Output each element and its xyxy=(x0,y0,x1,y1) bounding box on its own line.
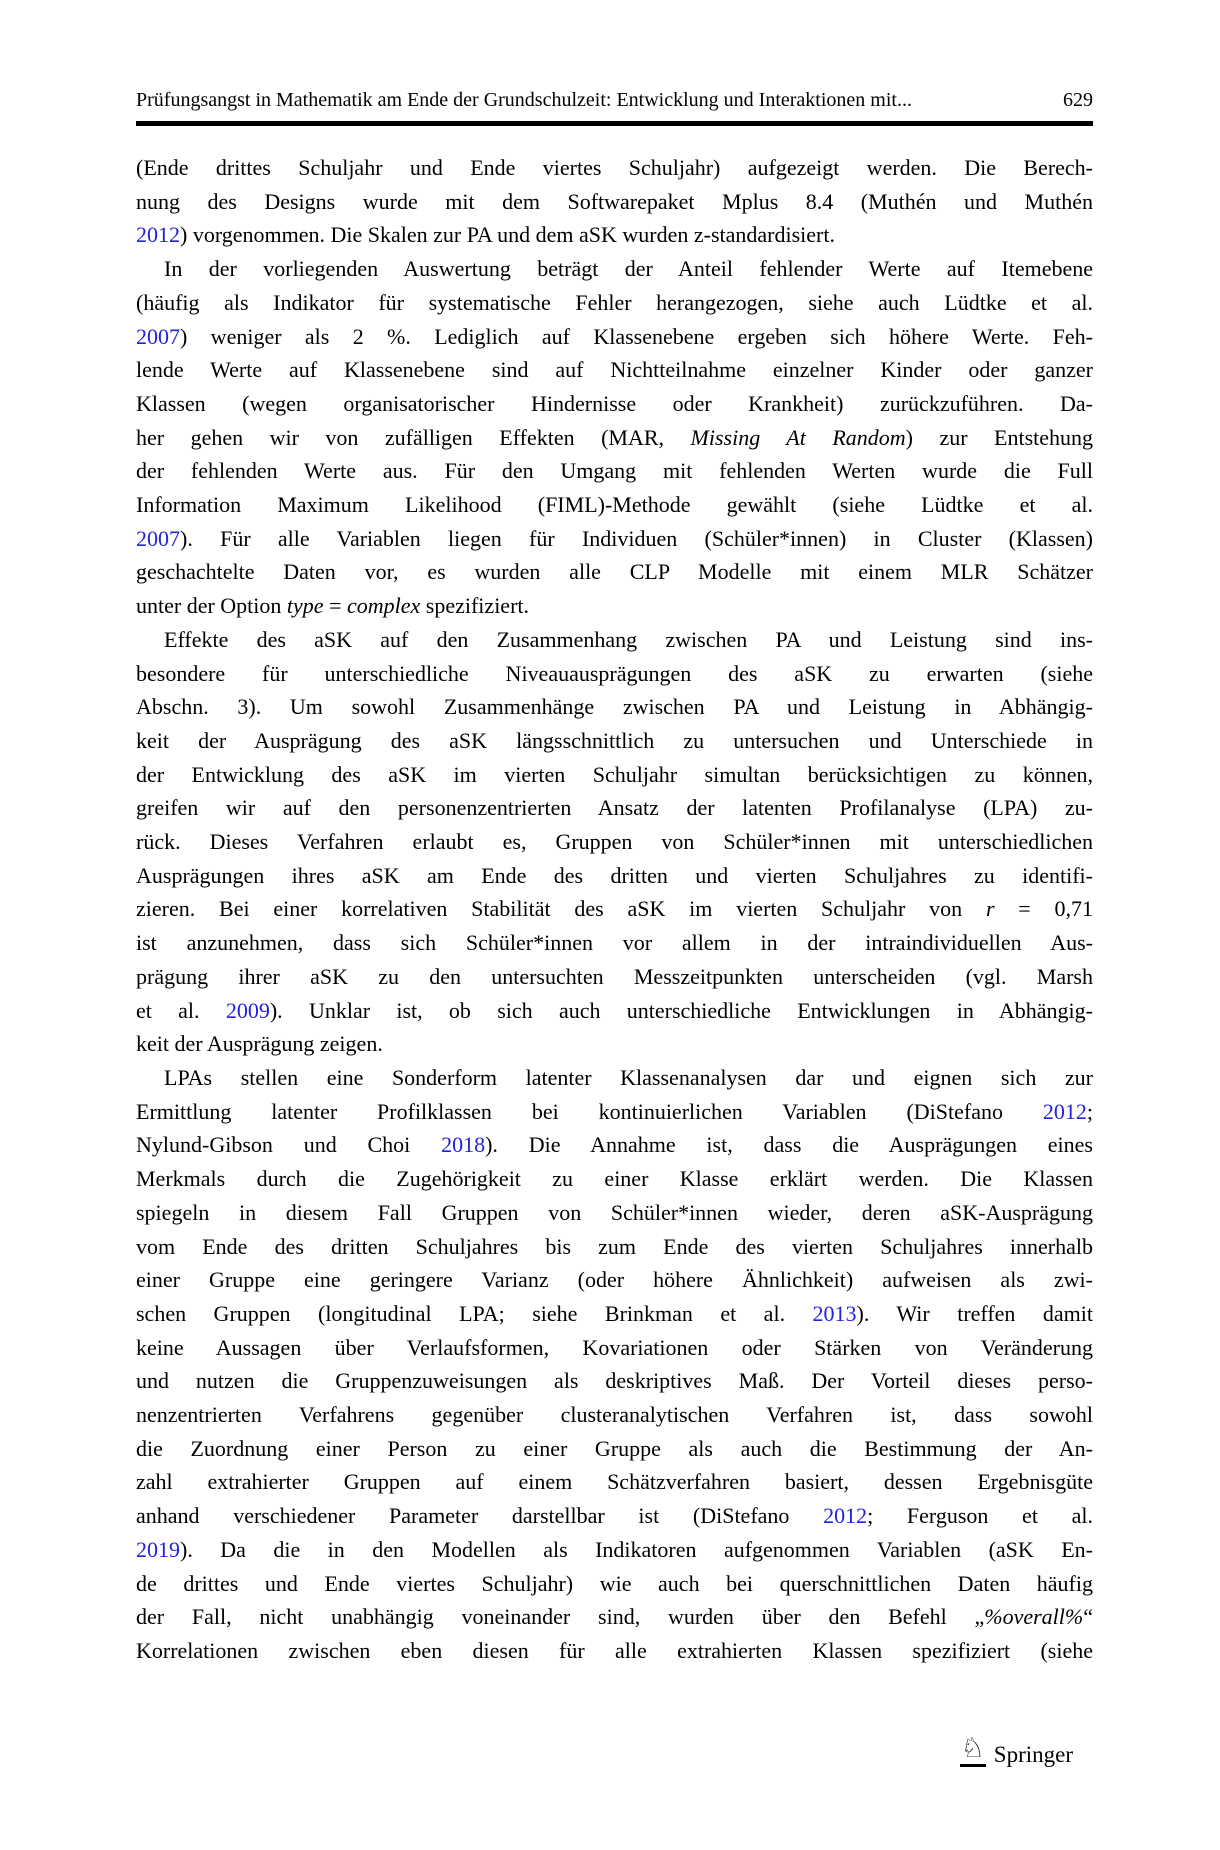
text-segment: keit der Ausprägung zeigen. xyxy=(136,1031,383,1057)
text-segment: ) zur Entstehung xyxy=(905,424,1094,450)
text-segment: prägung ihrer aSK zu den untersuchten Messzeitpunkten unterscheiden (vgl. Marsh xyxy=(136,963,1093,989)
text-segment: zieren. Bei einer korrelativen Stabilität des aSK im vierten Schuljahr von xyxy=(136,896,986,922)
text-segment: spiegeln in diesem Fall Gruppen von Schüler*innen wieder, deren aSK-Ausprägung xyxy=(136,1199,1093,1225)
text-line xyxy=(136,1061,1093,1095)
text-line xyxy=(136,320,1093,354)
text-line xyxy=(136,1600,1093,1634)
text-segment: ). Unklar ist, ob sich auch unterschiedliche Entwicklungen in Abhängig- xyxy=(269,997,1093,1023)
running-title: Prüfungsangst in Mathematik am Ende der Grundschulzeit: Entwicklung und Interaktionen mit... xyxy=(136,89,912,111)
text-segment: ) weniger als 2 %. Lediglich auf Klassenebene ergeben sich höhere Werte. Feh- xyxy=(180,323,1093,349)
citation-link[interactable]: 2012 xyxy=(1042,1098,1087,1124)
text-line xyxy=(136,1499,1093,1533)
text-segment: ). Da die in den Modellen als Indikatoren aufgenommen Variablen (aSK En- xyxy=(180,1536,1093,1562)
text-segment: LPAs stellen eine Sonderform latenter Klassenanalysen dar und eignen sich zur xyxy=(164,1064,1093,1090)
text-line xyxy=(136,1331,1093,1365)
text-segment: keit der Ausprägung des aSK längsschnittlich zu untersuchen und Unterschiede in xyxy=(136,727,1093,753)
text-segment: Ermittlung latenter Profilklassen bei kontinuierlichen Variablen (DiStefano xyxy=(136,1098,1043,1124)
italic-text: type xyxy=(286,593,324,619)
page-number: 629 xyxy=(1063,89,1093,111)
text-segment: anhand verschiedener Parameter darstellbar ist (DiStefano xyxy=(136,1503,824,1529)
text-segment: Information Maximum Likelihood (FIML)-Methode gewählt (siehe Lüdtke et al. xyxy=(136,492,1093,518)
citation-link[interactable]: 2012 xyxy=(136,222,180,248)
text-line xyxy=(136,758,1093,792)
text-line xyxy=(136,387,1093,421)
text-segment: spezifiziert. xyxy=(420,593,530,619)
text-segment: Abschn. 3). Um sowohl Zusammenhänge zwischen PA und Leistung in Abhängig- xyxy=(136,694,1093,720)
text-segment: geschachtelte Daten vor, es wurden alle CLP Modelle mit einem MLR Schätzer xyxy=(136,559,1093,585)
text-line xyxy=(136,892,1093,926)
text-line xyxy=(136,994,1093,1028)
chess-knight-icon: ♘ xyxy=(960,1735,986,1767)
publisher-name: Springer xyxy=(993,1741,1073,1767)
text-line xyxy=(136,1567,1093,1601)
text-segment: (häufig als Indikator für systematische Fehler herangezogen, siehe auch Lüdtke et al. xyxy=(136,289,1093,315)
text-segment: nenzentrierten Verfahrens gegenüber clusteranalytischen Verfahren ist, dass sowohl xyxy=(136,1402,1093,1428)
text-line xyxy=(136,589,1093,623)
text-segment: keine Aussagen über Verlaufsformen, Kovariationen oder Stärken von Veränderung xyxy=(136,1334,1093,1360)
text-line xyxy=(136,1095,1093,1129)
text-segment: ) vorgenommen. Die Skalen zur PA und dem aSK wurden z-standardisiert. xyxy=(180,222,835,248)
text-segment: einer Gruppe eine geringere Varianz (oder höhere Ähnlichkeit) aufweisen als zwi- xyxy=(136,1267,1093,1293)
text-segment: die Zuordnung einer Person zu einer Gruppe als auch die Bestimmung der An- xyxy=(136,1435,1093,1461)
text-segment: lende Werte auf Klassenebene sind auf Nichtteilnahme einzelner Kinder oder ganzer xyxy=(136,357,1093,383)
text-line xyxy=(136,1364,1093,1398)
text-segment: der fehlenden Werte aus. Für den Umgang mit fehlenden Werten wurde die Full xyxy=(136,458,1093,484)
text-segment: rück. Dieses Verfahren erlaubt es, Gruppen von Schüler*innen mit unterschiedlichen xyxy=(136,829,1093,855)
text-line xyxy=(136,1230,1093,1264)
text-segment: Klassen (wegen organisatorischer Hindernisse oder Krankheit) zurückzuführen. Da- xyxy=(136,390,1093,416)
text-line xyxy=(136,1263,1093,1297)
text-segment: ist anzunehmen, dass sich Schüler*innen vor allem in der intraindividuellen Aus- xyxy=(136,930,1093,956)
text-line xyxy=(136,1465,1093,1499)
text-segment: ). Die Annahme ist, dass die Ausprägungen eines xyxy=(485,1132,1093,1158)
text-segment: = 0,71 xyxy=(994,896,1093,922)
text-segment: Korrelationen zwischen eben diesen für alle extrahierten Klassen spezifiziert (siehe xyxy=(136,1637,1093,1663)
text-segment: (Ende drittes Schuljahr und Ende viertes Schuljahr) aufgezeigt werden. Die Berech- xyxy=(136,155,1093,180)
text-segment: ; xyxy=(1086,1098,1093,1124)
text-line xyxy=(136,522,1093,556)
text-line xyxy=(136,623,1093,657)
text-segment: In der vorliegenden Auswertung beträgt der Anteil fehlender Werte auf Itemebene xyxy=(164,256,1093,282)
citation-link[interactable]: 2012 xyxy=(823,1503,868,1529)
text-segment: unter der Option xyxy=(136,593,287,619)
text-segment: zahl extrahierter Gruppen auf einem Schätzverfahren basiert, dessen Ergebnisgüte xyxy=(136,1469,1093,1495)
text-line xyxy=(136,791,1093,825)
text-line xyxy=(136,353,1093,387)
text-segment: ; Ferguson et al. xyxy=(867,1503,1093,1529)
text-line xyxy=(136,1533,1093,1567)
text-segment: ). Wir treffen damit xyxy=(856,1300,1093,1326)
text-line xyxy=(136,1634,1093,1668)
text-segment: = xyxy=(323,593,347,619)
citation-link[interactable]: 2009 xyxy=(225,997,270,1023)
text-segment: schen Gruppen (longitudinal LPA; siehe Brinkman et al. xyxy=(136,1300,813,1326)
italic-text: Missing At Random xyxy=(690,424,906,450)
text-segment: Nylund-Gibson und Choi xyxy=(136,1132,442,1158)
citation-link[interactable]: 2018 xyxy=(441,1132,486,1158)
italic-text: complex xyxy=(346,593,421,619)
text-line xyxy=(136,218,1093,252)
text-segment: Merkmals durch die Zugehörigkeit zu einer Klasse erklärt werden. Die Klassen xyxy=(136,1166,1093,1192)
text-line xyxy=(136,859,1093,893)
text-line xyxy=(136,454,1093,488)
text-segment: greifen wir auf den personenzentrierten Ansatz der latenten Profilanalyse (LPA) zu- xyxy=(136,795,1093,821)
text-segment: de drittes und Ende viertes Schuljahr) wie auch bei querschnittlichen Daten häufig xyxy=(136,1570,1093,1596)
text-line xyxy=(136,1162,1093,1196)
citation-link[interactable]: 2019 xyxy=(136,1536,180,1562)
text-line xyxy=(136,185,1093,219)
italic-text: %overall% xyxy=(984,1604,1084,1630)
text-line xyxy=(136,286,1093,320)
text-segment: et al. xyxy=(136,997,226,1023)
header-rule xyxy=(136,121,1093,126)
text-segment: und nutzen die Gruppenzuweisungen als deskriptives Maß. Der Vorteil dieses perso- xyxy=(136,1368,1093,1394)
citation-link[interactable]: 2013 xyxy=(812,1300,857,1326)
text-segment: Effekte des aSK auf den Zusammenhang zwischen PA und Leistung sind ins- xyxy=(164,626,1093,652)
text-line xyxy=(136,1398,1093,1432)
text-line xyxy=(136,825,1093,859)
text-line xyxy=(136,960,1093,994)
text-segment: nung des Designs wurde mit dem Softwarepaket Mplus 8.4 (Muthén und Muthén xyxy=(136,188,1093,214)
text-line xyxy=(136,1196,1093,1230)
text-segment: her gehen wir von zufälligen Effekten (MAR, xyxy=(136,424,691,450)
text-segment: besondere für unterschiedliche Niveauausprägungen des aSK zu erwarten (siehe xyxy=(136,660,1093,686)
text-line xyxy=(136,1128,1093,1162)
text-line xyxy=(136,690,1093,724)
text-line xyxy=(136,252,1093,286)
text-line xyxy=(136,657,1093,691)
text-line xyxy=(136,1432,1093,1466)
text-segment: vom Ende des dritten Schuljahres bis zum Ende des vierten Schuljahres innerhalb xyxy=(136,1233,1093,1259)
text-line xyxy=(136,421,1093,455)
text-line xyxy=(136,1297,1093,1331)
text-line xyxy=(136,926,1093,960)
text-line xyxy=(136,151,1093,185)
text-segment: Ausprägungen ihres aSK am Ende des dritten und vierten Schuljahres zu identifi- xyxy=(136,862,1093,888)
text-line xyxy=(136,1027,1093,1061)
citation-link[interactable]: 2007 xyxy=(136,323,180,349)
article-body xyxy=(136,151,1093,1668)
text-segment: der Entwicklung des aSK im vierten Schuljahr simultan berücksichtigen zu können, xyxy=(136,761,1093,787)
text-line xyxy=(136,488,1093,522)
text-segment: der Fall, nicht unabhängig voneinander sind, wurden über den Befehl „ xyxy=(136,1604,985,1630)
springer-logo xyxy=(960,1735,1073,1767)
running-head xyxy=(136,88,1093,112)
text-segment: “ xyxy=(1083,1604,1093,1630)
text-segment: ). Für alle Variablen liegen für Individuen (Schüler*innen) in Cluster (Klassen) xyxy=(180,525,1093,551)
text-line xyxy=(136,555,1093,589)
italic-text: r xyxy=(985,896,995,922)
citation-link[interactable]: 2007 xyxy=(136,525,180,551)
text-line xyxy=(136,724,1093,758)
